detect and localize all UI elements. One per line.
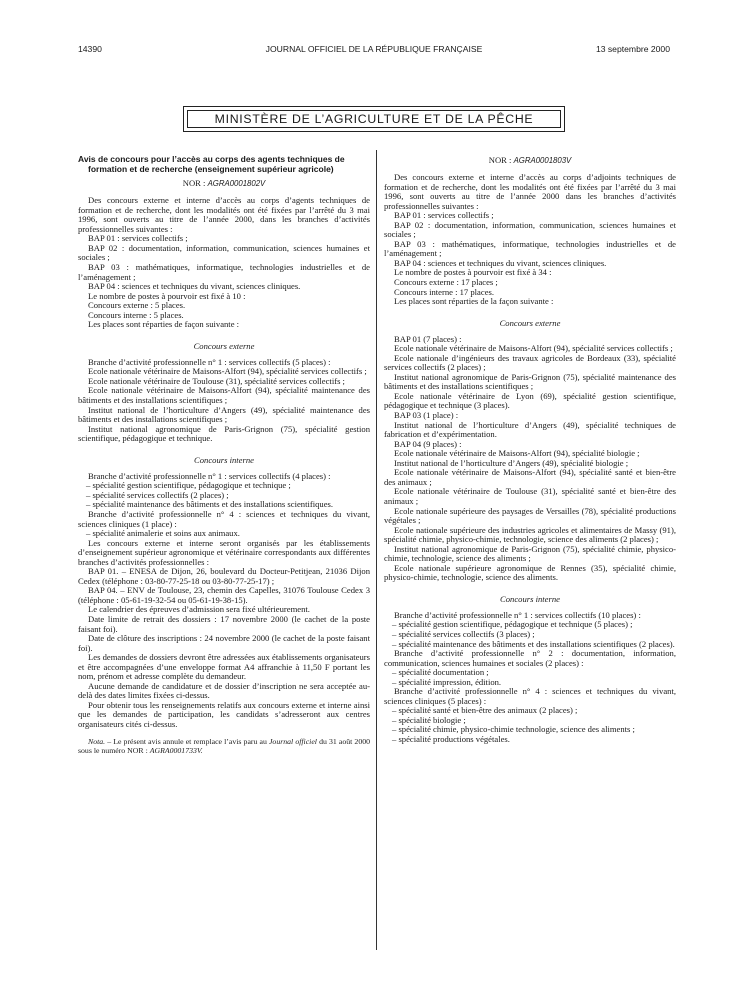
externe-count: Concours externe : 5 places. — [88, 300, 186, 311]
list-item: – spécialité gestion scientifique, pédagogique et technique ; — [78, 481, 370, 491]
list-item: – spécialité santé et bien-être des animaux (2 places) ; — [384, 706, 676, 716]
dash-list — [78, 481, 370, 510]
section-heading-externe: Concours externe — [193, 340, 255, 351]
list-item: – spécialité biologie ; — [384, 716, 676, 726]
left-column — [78, 155, 370, 755]
aucune-paragraph: Aucune demande de candidature et de dossier d’inscription ne sera acceptée au-delà des dates limites fixées ci-dessus. — [78, 680, 370, 701]
section-heading-interne: Concours interne — [194, 454, 254, 465]
page-number: 14390 — [78, 44, 102, 54]
list-item: Institut national de l’horticulture d’Angers (49), spécialité maintenance des bâtiments et des installations scientifiques ; — [78, 404, 370, 425]
list-item: – spécialité impression, édition. — [384, 678, 676, 688]
dash-list — [384, 668, 676, 687]
journal-title: JOURNAL OFFICIEL DE LA RÉPUBLIQUE FRANÇAISE — [265, 44, 483, 54]
bap01-line: BAP 01 : services collectifs ; — [88, 233, 188, 244]
postes-line: Le nombre de postes à pourvoir est fixé à 10 : — [88, 290, 246, 301]
bap04-line: BAP 04 : sciences et techniques du vivant, sciences cliniques. — [88, 281, 301, 292]
branch-line: Branche d’activité professionnelle n° 1 : services collectifs (4 places) : — [88, 470, 331, 481]
ministry-box — [183, 106, 565, 132]
list-item: Ecole nationale supérieure des paysages de Versailles (78), spécialité productions végétales ; — [384, 505, 676, 526]
interne-count: Concours interne : 5 places. — [88, 309, 184, 320]
org-bap01: BAP 01. – ENESA de Dijon, 26, boulevard du Docteur-Petitjean, 21036 Dijon Cedex (téléphone : 03-80-77-25-18 ou 03-80-77-25-17) ; — [78, 566, 370, 586]
list-item: Ecole nationale vétérinaire de Toulouse (31), spécialité services collectifs ; — [88, 375, 345, 386]
list-item: Ecole nationale vétérinaire de Maisons-Alfort (94), spécialité biologie ; — [394, 448, 640, 459]
list-item: – spécialité productions végétales. — [384, 735, 676, 745]
list-item: Ecole nationale vétérinaire de Maisons-Alfort (94), spécialité services collectifs ; — [394, 343, 673, 354]
calendrier-line: Le calendrier des épreuves d’admission sera fixé ultérieurement. — [88, 604, 310, 615]
dash-list — [384, 706, 676, 744]
list-item: – spécialité services collectifs (2 places) ; — [78, 491, 370, 501]
footnote: Nota. – Le présent avis annule et remplace l’avis paru au Journal officiel du 31 août 2000 sous le numéro NOR : AGRA0001733V. — [78, 736, 371, 755]
intro-paragraph: Des concours externe et interne d’accès au corps d’adjoints techniques de formation et de recherche, dont les modalités ont été fixées par l’arrêté du 3 mai 1996, sont ouverts au titre de l’année 2000 dans les branches d’activités professionnelles suivantes : — [384, 172, 676, 211]
list-item: – spécialité animalerie et soins aux animaux. — [78, 529, 370, 539]
dash-list — [384, 620, 676, 649]
branch-line: Branche d’activité professionnelle n° 2 : documentation, information, communication, sciences humaines et sociales (2 places) : — [384, 648, 676, 668]
list-item: Ecole nationale d’ingénieurs des travaux agricoles de Bordeaux (33), spécialité services collectifs (2 places) ; — [384, 352, 676, 373]
repartition-line: Les places sont réparties de façon suivante : — [88, 319, 240, 330]
right-column — [384, 155, 676, 745]
list-item: – spécialité maintenance des bâtiments et des installations scientifiques (2 places). — [384, 640, 676, 650]
column-divider — [376, 150, 377, 950]
list-item: Institut national agronomique de Paris-Grignon (75), spécialité gestion scientifique, pédagogique et technique. — [78, 423, 370, 444]
branch-line: Branche d’activité professionnelle n° 1 : services collectifs (10 places) : — [394, 609, 641, 620]
list-item: – spécialité documentation ; — [384, 668, 676, 678]
bap02-line: BAP 02 : documentation, information, communication, sciences humaines et sociales ; — [384, 219, 676, 240]
obtenir-paragraph: Pour obtenir tous les renseignements relatifs aux concours externe et interne ainsi que les demandes de participation, les candidats s’adresseront aux centres organisateurs cités ci-dessus. — [78, 699, 370, 729]
list-item: Ecole nationale vétérinaire de Maisons-Alfort (94), spécialité santé et bien-être des animaux ; — [384, 467, 676, 487]
nor-reference: NOR : AGRA0001802V — [182, 178, 266, 189]
branch-line: Branche d’activité professionnelle n° 1 : services collectifs (5 places) : — [88, 356, 331, 367]
repartition-line: Les places sont réparties de la façon suivante : — [394, 296, 554, 307]
list-item: – spécialité gestion scientifique, pédagogique et technique (5 places) ; — [384, 620, 676, 630]
intro-paragraph: Des concours externe et interne d’accès au corps d’agents techniques de formation et de recherche, dont les modalités ont été fixées par l’arrêté du 3 mai 1996, sont ouverts au titre de l’année 2000, dans les branches d’activités professionnelles suivantes : — [78, 195, 370, 234]
section-heading-externe: Concours externe — [499, 317, 561, 328]
list-item: Institut national agronomique de Paris-Grignon (75), spécialité chimie, physico-chimie, technologie, science des aliments ; — [384, 543, 676, 564]
issue-date: 13 septembre 2000 — [595, 44, 670, 54]
list-item: – spécialité services collectifs (3 places) ; — [384, 630, 676, 640]
list-item: Ecole nationale supérieure agronomique de Rennes (35), spécialité chimie, physico-chimie, technologie, science des aliments. — [384, 562, 676, 583]
ministry-title: MINISTÈRE DE L’AGRICULTURE ET DE LA PÊCHE — [187, 110, 561, 128]
page-header — [78, 44, 670, 58]
externe-count: Concours externe : 17 places ; — [394, 277, 498, 288]
bap04-line: BAP 04 : sciences et techniques du vivant, sciences cliniques. — [394, 257, 607, 268]
notice-title: Avis de concours pour l’accès au corps des agents techniques de formation et de recherche (enseignement supérieur agricole) — [78, 154, 345, 174]
postes-line: Le nombre de postes à pourvoir est fixé à 34 : — [394, 267, 552, 278]
org-bap04: BAP 04. – ENV de Toulouse, 23, chemin des Capelles, 31076 Toulouse Cedex 3 (téléphone : 05-61-19-32-54 ou 05-61-19-38-15). — [78, 585, 370, 605]
list-item: – spécialité maintenance des bâtiments et des installations scientifiques. — [78, 500, 370, 510]
list-item: Institut national de l’horticulture d’Angers (49), spécialité biologie ; — [394, 457, 629, 468]
list-item: Ecole nationale vétérinaire de Lyon (69), spécialité gestion scientifique, pédagogique et technique (3 places). — [384, 390, 676, 411]
bap02-line: BAP 02 : documentation, information, communication, sciences humaines et sociales ; — [78, 242, 370, 263]
bap-places: BAP 03 (1 place) : — [394, 410, 459, 421]
list-item: Ecole nationale vétérinaire de Toulouse (31), spécialité santé et bien-être des animaux ; — [384, 486, 676, 506]
section-heading-interne: Concours interne — [500, 593, 560, 604]
bap-places: BAP 01 (7 places) : — [394, 333, 462, 344]
bap-places: BAP 04 (9 places) : — [394, 438, 462, 449]
list-item: Institut national de l’horticulture d’Angers (49), spécialité techniques de fabrication et d’expérimentation. — [384, 419, 676, 440]
branch-line: Branche d’activité professionnelle n° 4 : sciences et techniques du vivant, sciences cliniques (5 places) : — [384, 686, 676, 706]
organisation-paragraph: Les concours externe et interne seront organisés par les établissements d’enseignement supérieur agronomique et vétérinaire correspondants aux différentes branches d’activités professionnelles : — [78, 537, 370, 567]
interne-count: Concours interne : 17 places. — [394, 286, 494, 297]
bap01-line: BAP 01 : services collectifs ; — [394, 210, 494, 221]
demandes-paragraph: Les demandes de dossiers devront être adressées aux établissements organisateurs et être accompagnées d’une enveloppe format A4 affranchie à 11,50 F portant les nom, prénom et adresse complète du demandeur. — [78, 652, 370, 682]
bap03-line: BAP 03 : mathématiques, informatique, technologies industrielles et de l’aménagement ; — [78, 262, 370, 282]
list-item: Ecole nationale vétérinaire de Maisons-Alfort (94), spécialité maintenance des bâtiments et des installations scientifiques ; — [78, 385, 370, 406]
list-item: Institut national agronomique de Paris-Grignon (75), spécialité maintenance des bâtiments et des installations scientifiques ; — [384, 371, 676, 392]
cloture-line: Date de clôture des inscriptions : 24 novembre 2000 (le cachet de la poste faisant foi). — [78, 633, 370, 653]
branch-line: Branche d’activité professionnelle n° 4 : sciences et techniques du vivant, sciences cliniques (1 place) : — [78, 508, 370, 529]
nor-reference: NOR : AGRA0001803V — [488, 155, 572, 165]
retrait-line: Date limite de retrait des dossiers : 17 novembre 2000 (le cachet de la poste faisant foi). — [78, 613, 370, 634]
list-item: Ecole nationale vétérinaire de Maisons-Alfort (94), spécialité services collectifs ; — [88, 366, 367, 377]
bap03-line: BAP 03 : mathématiques, informatique, technologies industrielles et de l’aménagement ; — [384, 238, 676, 259]
list-item: Ecole nationale supérieure des industries agricoles et alimentaires de Massy (91), spécialité chimie, physico-chimie, technologie, science des aliments (2 places) ; — [384, 524, 676, 545]
list-item: – spécialité chimie, physico-chimie technologie, science des aliments ; — [384, 725, 676, 735]
